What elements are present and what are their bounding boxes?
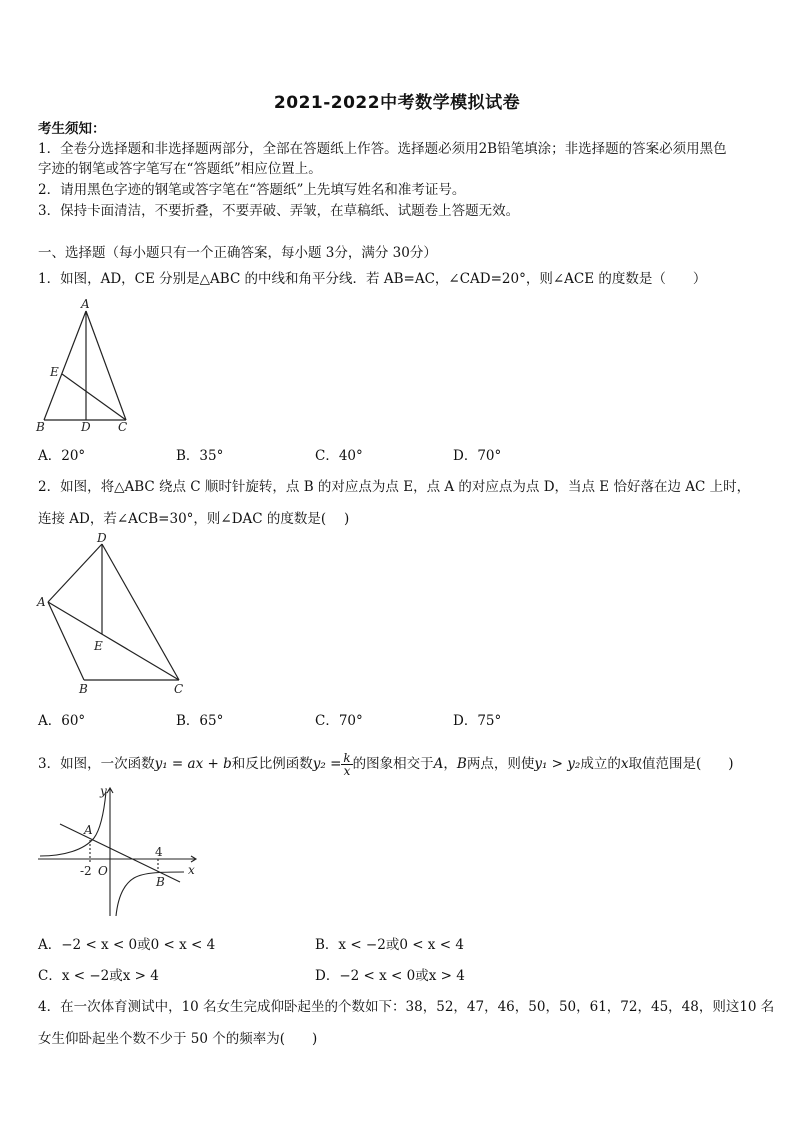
q4-stem-line1: 4．在一次体育测试中，10 名女生完成仰卧起坐的个数如下：38，52，47，46，50，50，61，72，45，48，则这10 名 — [38, 999, 775, 1015]
q1-figure — [34, 296, 144, 440]
q3-option-a[interactable]: A．−2 < x < 0或0 < x < 4 — [38, 937, 216, 953]
q3-point-a: A — [433, 756, 444, 772]
q2-stem-line2: 连接 AD，若∠ACB=30°，则∠DAC 的度数是( ) — [38, 511, 350, 527]
q3-stem-g: 取值范围是( ) — [628, 756, 734, 772]
q3-label-o: O — [98, 864, 108, 878]
q1-stem: 1．如图，AD，CE 分别是△ABC 的中线和角平分线．若 AB=AC，∠CAD=20°，则∠ACE 的度数是（ ） — [38, 271, 707, 287]
q1-label-d: D — [81, 420, 91, 434]
q1-option-a[interactable]: A．20° — [38, 448, 86, 464]
q3-label-x: x — [188, 863, 195, 877]
q3-stem-a: 3．如图，一次函数 — [38, 756, 155, 772]
q4-stem-line2: 女生仰卧起坐个数不少于 50 个的频率为( ) — [38, 1031, 318, 1047]
q3-label-b: B — [156, 875, 165, 889]
notice-item-1: 1．全卷分选择题和非选择题两部分，全部在答题纸上作答。选择题必须用2B铅笔填涂；非选择题的答案必须用黑色 — [38, 141, 727, 157]
q3-figure — [34, 782, 214, 926]
q2-label-c: C — [174, 682, 184, 696]
q2-label-b: B — [79, 682, 88, 696]
q3-point-b: B — [456, 756, 467, 772]
q3-inequality: y₁ > y₂ — [534, 756, 581, 772]
q3-label-a: A — [84, 823, 93, 837]
q2-stem-line1: 2．如图，将△ABC 绕点 C 顺时针旋转，点 B 的对应点为点 E，点 A 的对应点为点 D，当点 E 恰好落在边 AC 上时， — [38, 479, 751, 495]
q1-option-d[interactable]: D．70° — [453, 448, 502, 464]
q2-figure — [34, 530, 204, 704]
q3-stem — [38, 752, 734, 777]
notice-item-2: 2．请用黑色字迹的钢笔或答字笔在“答题纸”上先填写姓名和准考证号。 — [38, 182, 466, 198]
q3-y2-denominator: x — [343, 764, 351, 778]
q1-option-b[interactable]: B．35° — [176, 448, 224, 464]
q2-option-d[interactable]: D．75° — [453, 713, 502, 729]
q2-label-d: D — [97, 531, 107, 545]
q2-option-c[interactable]: C．70° — [315, 713, 363, 729]
q1-label-a: A — [81, 297, 90, 311]
page-title: 2021-2022中考数学模拟试卷 — [273, 93, 521, 113]
section-heading: 一、选择题（每小题只有一个正确答案，每小题 3分，满分 30分） — [38, 245, 437, 261]
q2-label-a: A — [37, 595, 46, 609]
notice-heading: 考生须知： — [38, 121, 106, 137]
q3-label-y: y — [100, 784, 107, 798]
q2-option-b[interactable]: B．65° — [176, 713, 224, 729]
q3-var-x: x — [620, 756, 629, 772]
q3-stem-f: 成立的 — [580, 756, 621, 772]
q3-option-b[interactable]: B．x < −2或0 < x < 4 — [315, 937, 464, 953]
q3-stem-c: 的图象相交于 — [352, 756, 434, 772]
q2-label-e: E — [94, 639, 103, 653]
q3-y1-expression: y₁ = ax + b — [154, 756, 232, 772]
q1-label-c: C — [118, 420, 128, 434]
q1-option-c[interactable]: C．40° — [315, 448, 363, 464]
q3-y2-fraction — [341, 752, 352, 777]
notice-item-1-cont: 字迹的钢笔或答字笔写在“答题纸”相应位置上。 — [38, 161, 322, 177]
q3-option-d[interactable]: D．−2 < x < 0或x > 4 — [315, 968, 465, 984]
notice-item-3: 3．保持卡面清洁，不要折叠，不要弄破、弄皱，在草稿纸、试题卷上答题无效。 — [38, 203, 520, 219]
q1-label-b: B — [36, 420, 45, 434]
q1-label-e: E — [50, 365, 59, 379]
q3-y2-numerator: k — [343, 751, 351, 765]
q3-y2-lhs: y₂ = — [312, 756, 342, 772]
q3-option-c[interactable]: C．x < −2或x > 4 — [38, 968, 159, 984]
q3-stem-b: 和反比例函数 — [231, 756, 313, 772]
q3-label-neg2: -2 — [80, 864, 92, 878]
q2-option-a[interactable]: A．60° — [38, 713, 86, 729]
q3-label-4: 4 — [155, 845, 163, 859]
q3-stem-d: ， — [443, 756, 457, 772]
q3-stem-e: 两点，则使 — [466, 756, 535, 772]
